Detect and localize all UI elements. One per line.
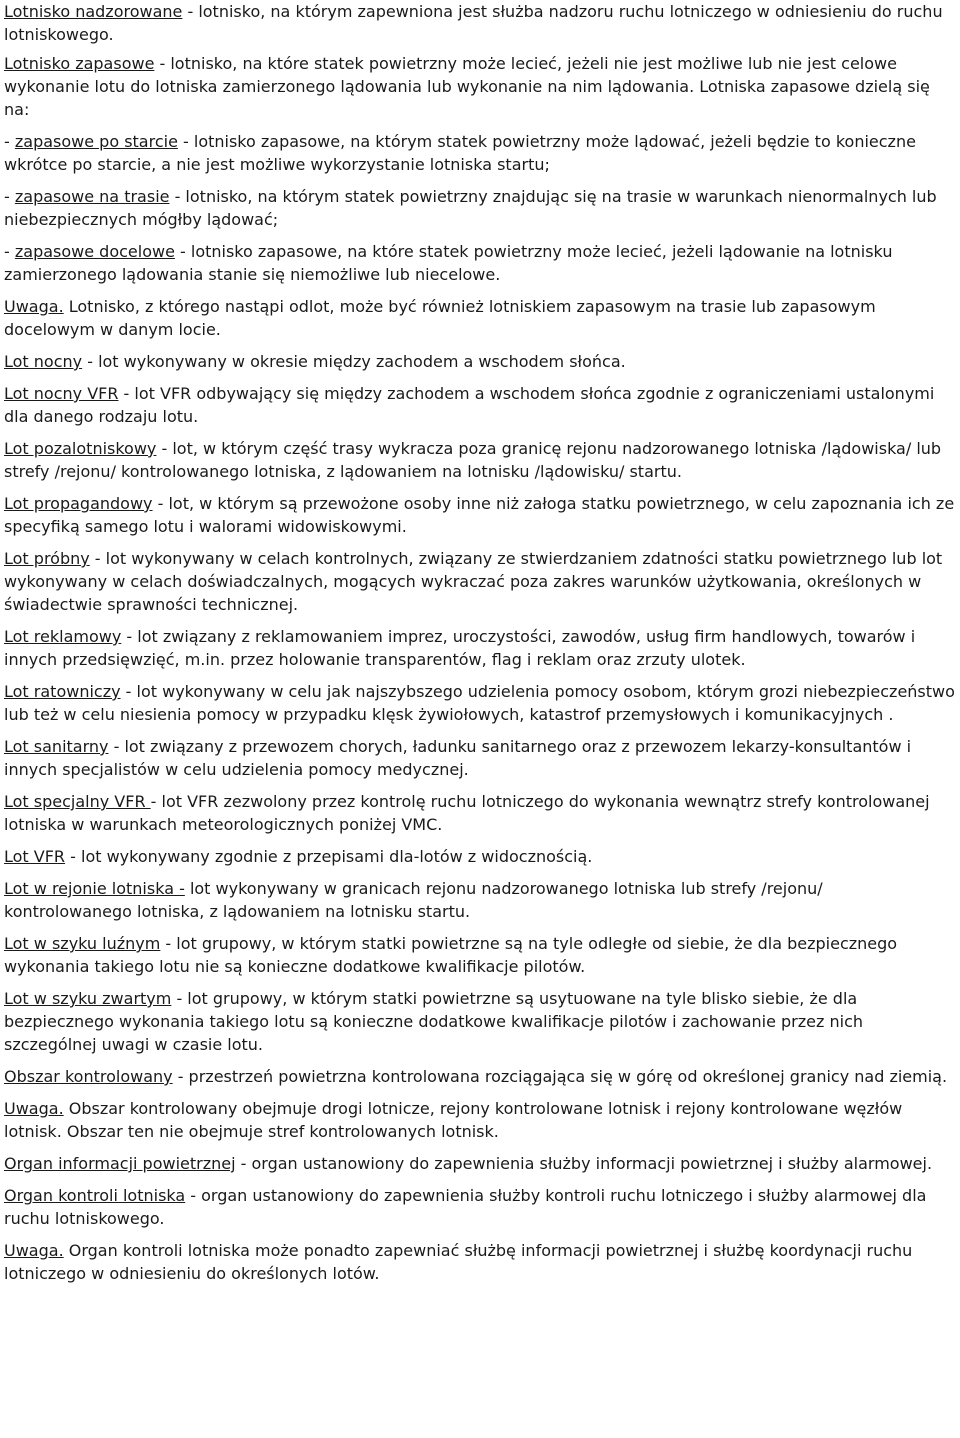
definition-paragraph	[4, 382, 955, 428]
definition-term: Lotnisko zapasowe	[4, 54, 155, 73]
definition-text: - lot, w którym są przewożone osoby inne niż załoga statku powietrznego, w celu zapoznania ich ze specyfiką samego lotu i walorami widowiskowymi.	[4, 494, 955, 536]
definition-term: Lot w szyku zwartym	[4, 989, 172, 1008]
definition-paragraph	[4, 625, 955, 671]
definition-text: - lot wykonywany w okresie między zachodem a wschodem słońca.	[82, 352, 626, 371]
definition-text: - lot grupowy, w którym statki powietrzne są usytuowane na tyle blisko siebie, że dla bezpiecznego wykonania takiego lotu są konieczne dodatkowe kwalifikacje pilotów i zachowanie przez nich szczególnej uwagi w czasie lotu.	[4, 989, 864, 1054]
definition-text: - lotnisko, na którym statek powietrzny znajdując się na trasie w warunkach nienormalnych lub niebezpiecznych mógłby lądować;	[4, 187, 937, 229]
definition-paragraph	[4, 350, 955, 373]
list-dash: -	[4, 242, 15, 261]
definition-term: Lot pozalotniskowy	[4, 439, 157, 458]
definition-term: Lotnisko nadzorowane	[4, 2, 183, 21]
definition-term: Obszar kontrolowany	[4, 1067, 173, 1086]
definition-paragraph	[4, 52, 955, 121]
definition-text: - lot, w którym część trasy wykracza poza granicę rejonu nadzorowanego lotniska /lądowiska/ lub strefy /rejonu/ kontrolowanego lotniska, z lądowaniem na lotnisku /lądowisku/ startu.	[4, 439, 942, 481]
definition-paragraph	[4, 877, 955, 923]
definition-term: Lot próbny	[4, 549, 90, 568]
definition-text: lot wykonywany w granicach rejonu nadzorowanego lotniska lub strefy /rejonu/ kontrolowanego lotniska, z lądowaniem na lotnisku startu.	[4, 879, 823, 921]
definition-paragraph	[4, 735, 955, 781]
definition-text: - lotnisko zapasowe, na które statek powietrzny może lecieć, jeżeli lądowanie na lotnisku zamierzonego lądowania stanie się niemożliwe lub niecelowe.	[4, 242, 893, 284]
note-label: Uwaga.	[4, 297, 64, 316]
definition-paragraph	[4, 0, 955, 46]
definition-paragraph	[4, 492, 955, 538]
definition-term: zapasowe docelowe	[14, 242, 175, 261]
definition-text: - organ ustanowiony do zapewnienia służby kontroli ruchu lotniczego i służby alarmowej dla ruchu lotniskowego.	[4, 1186, 927, 1228]
definition-text: - lot wykonywany w celu jak najszybszego udzielenia pomocy osobom, którym grozi niebezpieczeństwo lub też w celu niesienia pomocy w przypadku klęsk żywiołowych, katastrof przemysłowych i komunikacyjnych .	[4, 682, 955, 724]
definition-term: zapasowe po starcie	[14, 132, 178, 151]
sub-definition-paragraph	[4, 130, 955, 176]
definition-term: Lot specjalny VFR	[4, 792, 151, 811]
note-label: Uwaga.	[4, 1241, 64, 1260]
definition-paragraph	[4, 987, 955, 1056]
note-text: Organ kontroli lotniska może ponadto zapewniać służbę informacji powietrznej i służbę koordynacji ruchu lotniczego w odniesieniu do określonych lotów.	[4, 1241, 913, 1283]
note-label: Uwaga.	[4, 1099, 64, 1118]
definition-text: - lot związany z przewozem chorych, ładunku sanitarnego oraz z przewozem lekarzy-konsultantów i innych specjalistów w celu udzielenia pomocy medycznej.	[4, 737, 912, 779]
definition-text: - lot wykonywany w celach kontrolnych, związany ze stwierdzaniem zdatności statku powietrznego lub lot wykonywany w celach doświadczalnych, mogących wykraczać poza zakres warunków użytkowania, określonych w świadectwie sprawności technicznej.	[4, 549, 943, 614]
definition-term: Lot nocny	[4, 352, 83, 371]
definition-text: - lotnisko zapasowe, na którym statek powietrzny może lądować, jeżeli będzie to konieczne wkrótce po starcie, a nie jest możliwe wykorzystanie lotniska startu;	[4, 132, 916, 174]
definition-term: Lot sanitarny	[4, 737, 109, 756]
definition-text: - lot VFR zezwolony przez kontrolę ruchu lotniczego do wykonania wewnątrz strefy kontrolowanej lotniska w warunkach meteorologicznych poniżej VMC.	[4, 792, 930, 834]
definition-term: zapasowe na trasie	[14, 187, 170, 206]
note-paragraph	[4, 1097, 955, 1143]
definition-term: Organ kontroli lotniska	[4, 1186, 186, 1205]
definition-term: Lot reklamowy	[4, 627, 122, 646]
definition-text: - lot związany z reklamowaniem imprez, uroczystości, zawodów, usług firm handlowych, towarów i innych przedsięwzięć, m.in. przez holowanie transparentów, flag i reklam oraz zrzuty ulotek.	[4, 627, 916, 669]
definition-text: - lot grupowy, w którym statki powietrzne są na tyle odległe od siebie, że dla bezpiecznego wykonania takiego lotu nie są konieczne dodatkowe kwalifikacje pilotów.	[4, 934, 898, 976]
definition-text: - organ ustanowiony do zapewnienia służby informacji powietrznej i służby alarmowej.	[235, 1154, 933, 1173]
definition-text: - lot wykonywany zgodnie z przepisami dla-lotów z widocznością.	[65, 847, 593, 866]
definition-paragraph	[4, 1184, 955, 1230]
definition-paragraph	[4, 680, 955, 726]
definition-text: - przestrzeń powietrzna kontrolowana rozciągająca się w górę od określonej granicy nad ziemią.	[172, 1067, 948, 1086]
definition-paragraph	[4, 790, 955, 836]
definition-term: Lot w rejonie lotniska -	[4, 879, 185, 898]
definition-paragraph	[4, 437, 955, 483]
note-text: Obszar kontrolowany obejmuje drogi lotnicze, rejony kontrolowane lotnisk i rejony kontrolowane węzłów lotnisk. Obszar ten nie obejmuje stref kontrolowanych lotnisk.	[4, 1099, 903, 1141]
definition-text: - lot VFR odbywający się między zachodem a wschodem słońca zgodnie z ograniczeniami ustalonymi dla danego rodzaju lotu.	[4, 384, 935, 426]
definition-term: Lot w szyku luźnym	[4, 934, 161, 953]
definition-text: - lotnisko, na którym zapewniona jest służba nadzoru ruchu lotniczego w odniesieniu do ruchu lotniskowego.	[4, 2, 943, 44]
sub-definition-paragraph	[4, 185, 955, 231]
note-text: Lotnisko, z którego nastąpi odlot, może być również lotniskiem zapasowym na trasie lub zapasowym docelowym w danym locie.	[4, 297, 876, 339]
list-dash: -	[4, 132, 15, 151]
definition-term: Organ informacji powietrznej	[4, 1154, 236, 1173]
sub-definition-paragraph	[4, 240, 955, 286]
note-paragraph	[4, 295, 955, 341]
definition-paragraph	[4, 845, 955, 868]
list-dash: -	[4, 187, 15, 206]
definition-text: - lotnisko, na które statek powietrzny może lecieć, jeżeli nie jest możliwe lub nie jest celowe wykonanie lotu do lotniska zamierzonego lądowania lub wykonanie na nim lądowania. Lotniska zapasowe dzielą się na:	[4, 54, 930, 119]
definition-paragraph	[4, 932, 955, 978]
note-paragraph	[4, 1239, 955, 1285]
definition-term: Lot VFR	[4, 847, 66, 866]
definition-paragraph	[4, 547, 955, 616]
definition-term: Lot nocny VFR	[4, 384, 119, 403]
definition-term: Lot propagandowy	[4, 494, 153, 513]
definition-term: Lot ratowniczy	[4, 682, 121, 701]
definition-paragraph	[4, 1152, 955, 1175]
definition-paragraph	[4, 1065, 955, 1088]
